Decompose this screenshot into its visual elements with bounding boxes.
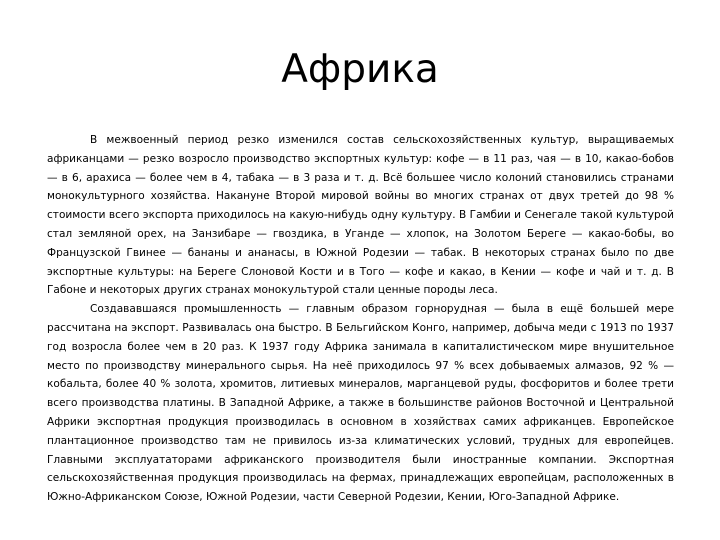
paragraph-monoculture: В межвоенный период резко изменился состав сельскохозяйственных культур, выращиваемых африканцами — резко возросло производство экспортных культур: кофе — в 11 раз, чая — в 10, какао-бобов — в 6, арахиса — более чем в 4, табака — в 3 раза и т. д. Всё большее число колоний становились странами монокультурного хозяйства. Накануне Второй мировой войны во многих странах от двух третей до 98 % стоимости всего экспорта приходилось на какую-нибудь одну культуру. В Гамбии и Сенегале такой культурой стал земляной орех, на Занзибаре — гвоздика, в Уганде — хлопок, на Золотом Береге — какао-бобы, во Французской Гвинее — бананы и ананасы, в Южной Родезии — табак. В некоторых странах было по две экспортные культуры: на Береге Слоновой Кости и в Того — кофе и какао, в Кении — кофе и чай и т. д. В Габоне и некоторых других странах монокультурой стали ценные породы леса.	[47, 134, 674, 297]
paragraph-industry: Создававшаяся промышленность — главным образом горнорудная — была в ещё большей мере рассчитана на экспорт. Развивалась она быстро. В Бельгийском Конго, например, добыча меди с 1913 по 1937 год возросла более чем в 20 раз. К 1937 году Африка занимала в капиталистическом мире внушительное место по производству минерального сырья. На неё приходилось 97 % всех добываемых алмазов, 92 % — кобальта, более 40 % золота, хромитов, литиевых минералов, марганцевой руды, фосфоритов и более трети всего производства платины. В Западной Африке, а также в большинстве районов Восточной и Центральной Африки экспортная продукция производилась в основном в хозяйствах самих африканцев. Европейское плантационное производство там не привилось из-за климатических условий, трудных для европейцев. Главными эксплуататорами африканского производителя были иностранные компании. Экспортная сельскохозяйственная продукция производилась на фермах, принадлежащих европейцам, расположенных в Южно-Африканском Союзе, Южной Родезии, части Северной Родезии, Кении, Юго-Западной Африке.	[47, 303, 674, 504]
slide-body	[47, 131, 674, 507]
slide-title: Африка	[281, 47, 439, 92]
